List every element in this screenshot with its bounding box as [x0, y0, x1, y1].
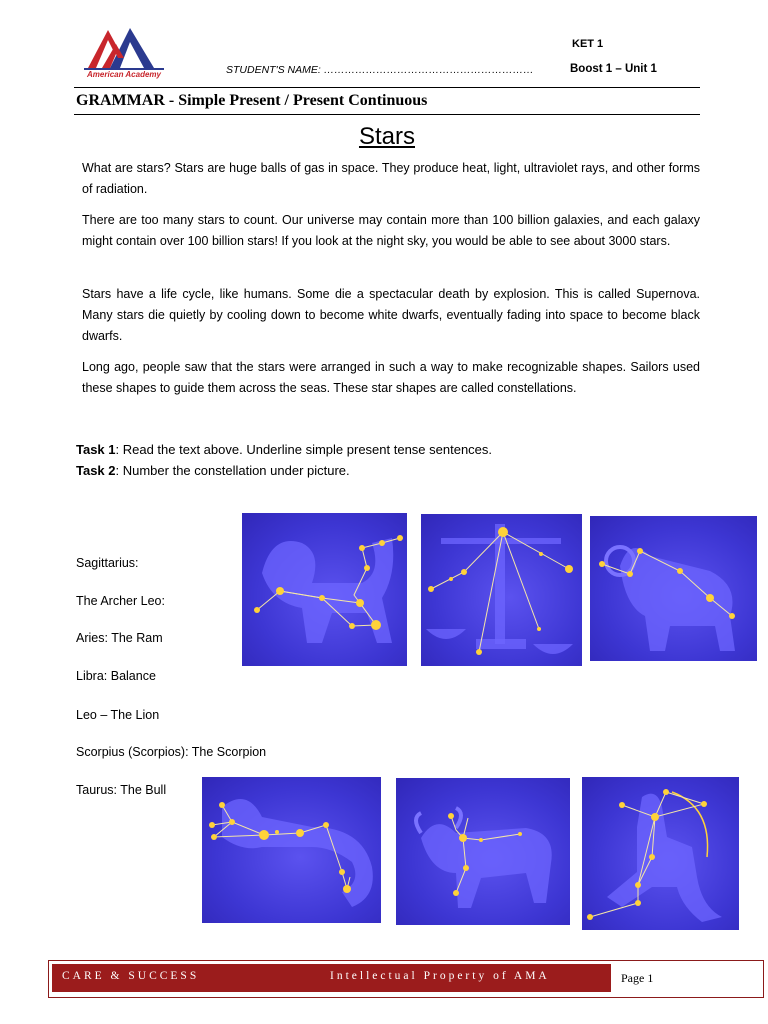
task-text: : Number the constellation under picture.	[115, 463, 350, 478]
constellation-label: Taurus: The Bull	[76, 783, 167, 797]
unit-label: Boost 1 – Unit 1	[570, 63, 657, 75]
aries-image	[590, 516, 757, 661]
footer-copyright: Intellectual Property of AMA	[330, 970, 550, 982]
article-title: Stars	[358, 123, 415, 150]
divider	[74, 87, 700, 88]
footer-slogan: CARE & SUCCESS	[62, 970, 200, 982]
constellation-label: Sagittarius:	[76, 556, 139, 570]
paragraph: Long ago, people saw that the stars were arranged in such a way to make recognizable shapes. Sailors used these shapes to guide them across the seas. These star shapes are called constellations.	[82, 360, 700, 395]
section-title: GRAMMAR - Simple Present / Present Continuous	[76, 92, 428, 109]
constellation-label: Libra: Balance	[76, 669, 156, 683]
constellation-label: The Archer Leo:	[76, 594, 165, 608]
constellation-label: Leo – The Lion	[76, 708, 160, 722]
divider	[74, 114, 700, 115]
task-label: Task 2	[76, 463, 116, 478]
libra-image	[421, 514, 582, 666]
task-text: : Read the text above. Underline simple present tense sentences.	[115, 442, 493, 457]
logo-text: American Academy	[87, 70, 161, 79]
page-number-box	[608, 964, 761, 992]
task-2	[76, 463, 350, 478]
level-label: KET 1	[572, 38, 604, 50]
student-name-field[interactable]: STUDENT'S NAME: ……………………………………………………	[226, 64, 534, 76]
footer	[48, 960, 764, 998]
taurus-image	[396, 778, 570, 925]
scorpius-image	[202, 777, 381, 923]
sagittarius-image	[582, 777, 739, 930]
paragraph: There are too many stars to count. Our universe may contain more than 100 billion galaxies, and each galaxy might contain over 100 billion stars! If you look at the night sky, you would be able to see about 3000 stars.	[82, 213, 700, 248]
task-1	[76, 442, 492, 457]
task-label: Task 1	[76, 442, 116, 457]
footer-bar	[52, 964, 758, 992]
constellation-label: Scorpius (Scorpios): The Scorpion	[76, 745, 267, 759]
paragraph: What are stars? Stars are huge balls of gas in space. They produce heat, light, ultraviolet rays, and other forms of radiation.	[82, 161, 700, 196]
leo-image	[242, 513, 407, 666]
paragraph: Stars have a life cycle, like humans. Some die a spectacular death by explosion. This is called Supernova. Many stars die quietly by cooling down to become white dwarfs, eventually fading into space to become black dwarfs.	[82, 287, 700, 343]
page-number: Page 1	[621, 971, 654, 985]
constellation-label: Aries: The Ram	[76, 631, 163, 645]
